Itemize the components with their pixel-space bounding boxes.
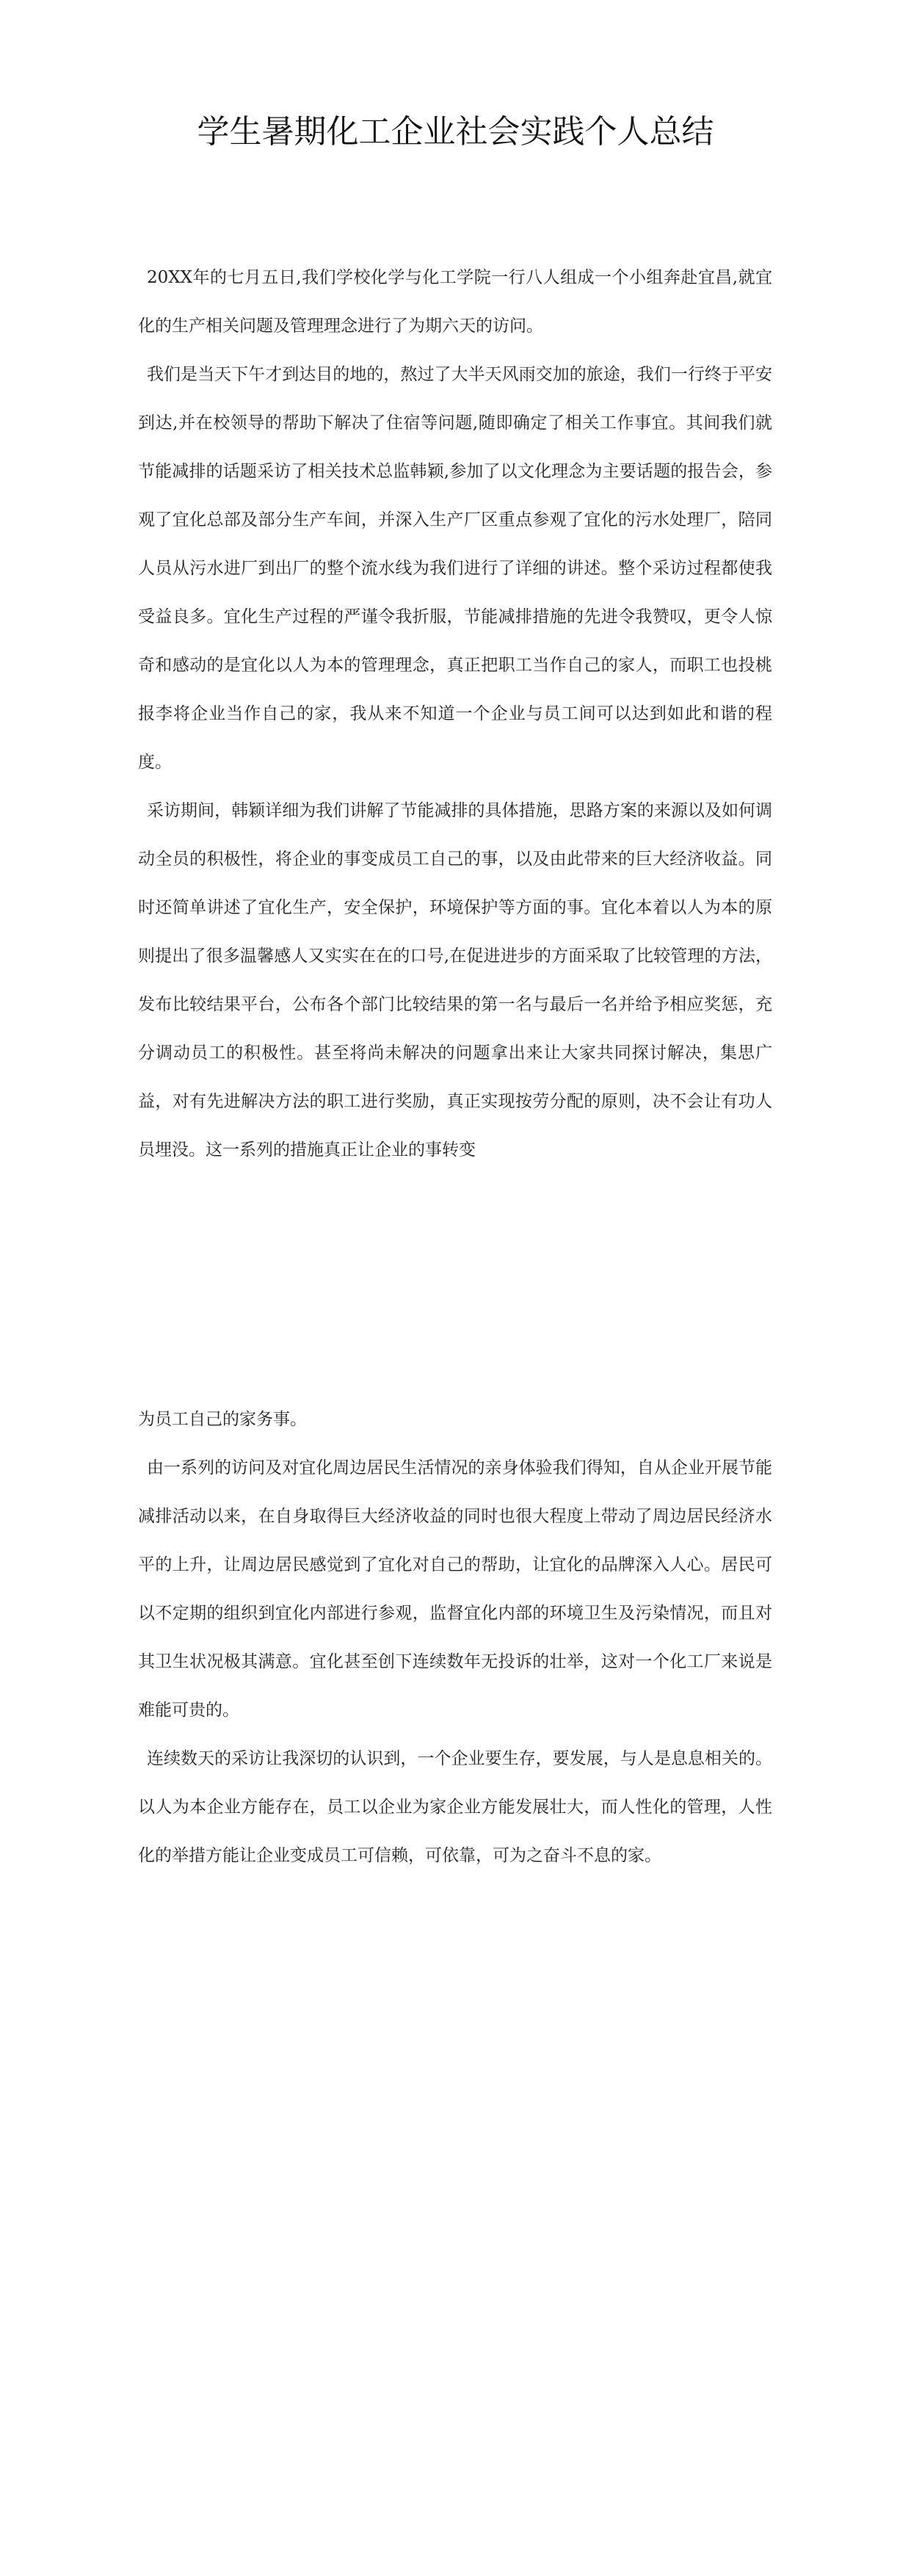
paragraph-continuation: 为员工自己的家务事。 <box>138 1410 307 1429</box>
document-title: 学生暑期化工企业社会实践个人总结 <box>197 113 714 151</box>
paragraph: 20XX年的七月五日,我们学校化学与化工学院一行八人组成一个小组奔赴宜昌,就宜化的生产相关问题及管理理念进行了为期六天的访问。 <box>138 268 772 336</box>
body-text-section-2 <box>138 1395 772 1880</box>
paragraph: 采访期间，韩颖详细为我们讲解了节能减排的具体措施，思路方案的来源以及如何调动全员的积极性，将企业的事变成员工自己的事，以及由此带来的巨大经济收益。同时还简单讲述了宜化生产，安全保护，环境保护等方面的事。宜化本着以人为本的原则提出了很多温馨感人又实实在在的口号,在促进进步的方面采取了比较管理的方法，发布比较结果平台，公布各个部门比较结果的第一名与最后一名并给予相应奖惩，充分调动员工的积极性。甚至将尚未解决的问题拿出来让大家共同探讨解决，集思广益，对有先进解决方法的职工进行奖励，真正实现按劳分配的原则，决不会让有功人员埋没。这一系列的措施真正让企业的事转变 <box>138 801 772 1159</box>
paragraph: 我们是当天下午才到达目的地的，熬过了大半天风雨交加的旅途，我们一行终于平安到达,并在校领导的帮助下解决了住宿等问题,随即确定了相关工作事宜。其间我们就节能减排的话题采访了相关技术总监韩颖,参加了以文化理念为主要话题的报告会，参观了宜化总部及部分生产车间，并深入生产厂区重点参观了宜化的污水处理厂，陪同人员从污水进厂到出厂的整个流水线为我们进行了详细的讲述。整个采访过程都使我受益良多。宜化生产过程的严谨令我折服，节能减排措施的先进令我赞叹，更令人惊奇和感动的是宜化以人为本的管理理念，真正把职工当作自己的家人，而职工也投桃报李将企业当作自己的家，我从来不知道一个企业与员工间可以达到如此和谐的程度。 <box>138 365 772 772</box>
paragraph: 连续数天的采访让我深切的认识到，一个企业要生存，要发展，与人是息息相关的。以人为本企业方能存在，员工以企业为家企业方能发展壮大，而人性化的管理，人性化的举措方能让企业变成员工可信赖，可依靠，可为之奋斗不息的家。 <box>138 1749 772 1865</box>
paragraph: 由一系列的访问及对宜化周边居民生活情况的亲身体验我们得知，自从企业开展节能减排活动以来，在自身取得巨大经济收益的同时也很大程度上带动了周边居民经济水平的上升，让周边居民感觉到了宜化对自己的帮助，让宜化的品牌深入人心。居民可以不定期的组织到宜化内部进行参观，监督宜化内部的环境卫生及污染情况，而且对其卫生状况极其满意。宜化甚至创下连续数年无投诉的壮举，这对一个化工厂来说是难能可贵的。 <box>138 1458 772 1720</box>
body-text-section-1 <box>138 253 772 1174</box>
